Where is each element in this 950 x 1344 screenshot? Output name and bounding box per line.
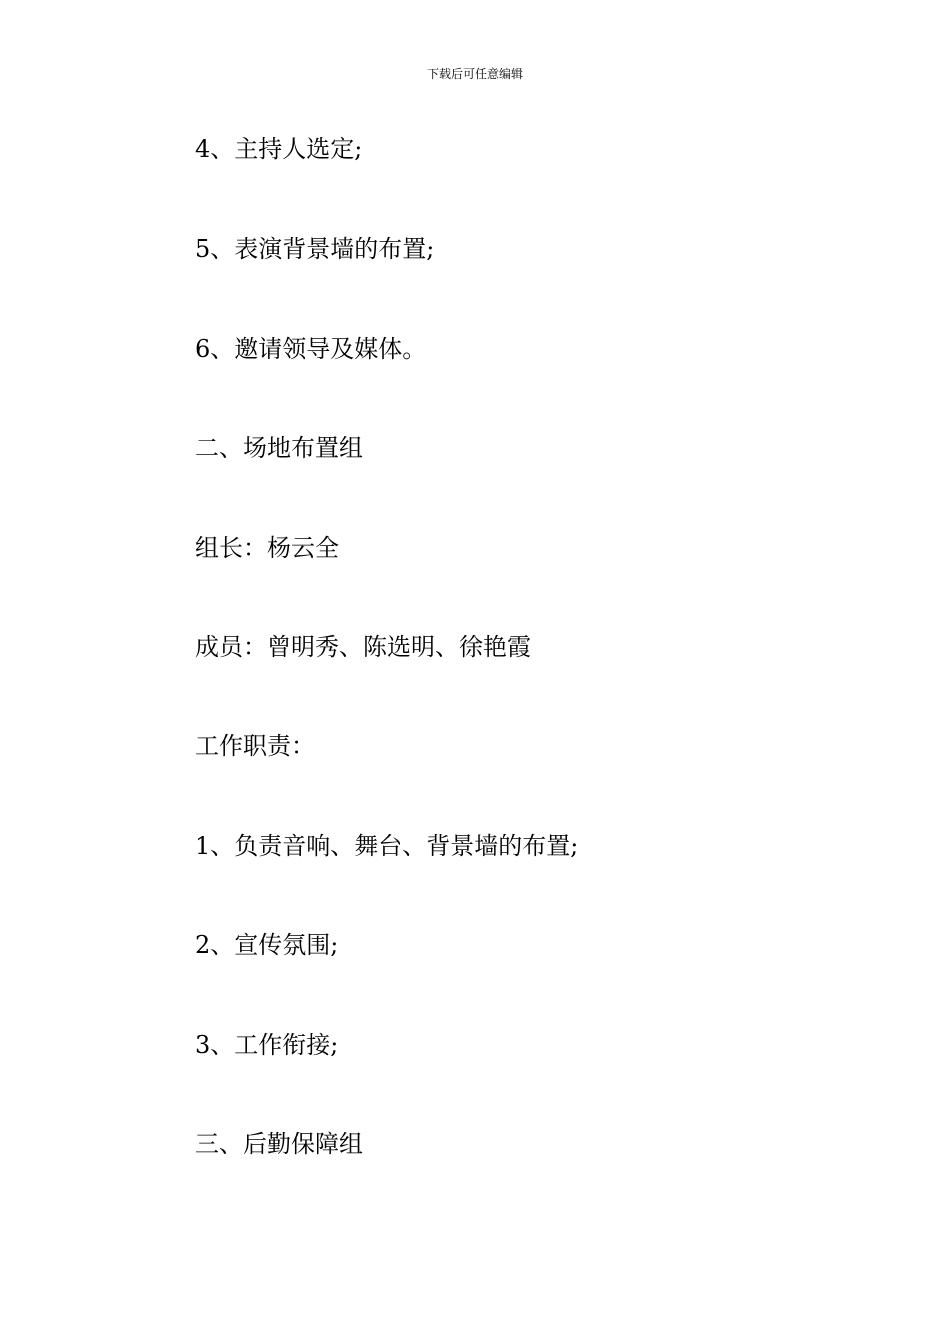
text-line-group-members: 成员：曾明秀、陈选明、徐艳霞 [195, 633, 531, 661]
text-line-backdrop-setup: 5、表演背景墙的布置; [195, 235, 435, 263]
section-heading-venue-group: 二、场地布置组 [195, 434, 363, 462]
text-line-duty-coordination: 3、工作衔接; [195, 1031, 339, 1059]
header-note: 下载后可任意编辑 [426, 67, 523, 81]
text-line-duties-label: 工作职责： [195, 732, 315, 760]
text-line-invite-leaders-media: 6、邀请领导及媒体。 [195, 335, 427, 363]
text-line-duty-audio-stage: 1、负责音响、舞台、背景墙的布置; [195, 832, 579, 860]
text-line-group-leader: 组长：杨云全 [195, 534, 339, 562]
section-heading-logistics-group: 三、后勤保障组 [195, 1130, 363, 1158]
text-line-duty-atmosphere: 2、宣传氛围; [195, 931, 339, 959]
text-line-host-selection: 4、主持人选定; [195, 135, 363, 163]
